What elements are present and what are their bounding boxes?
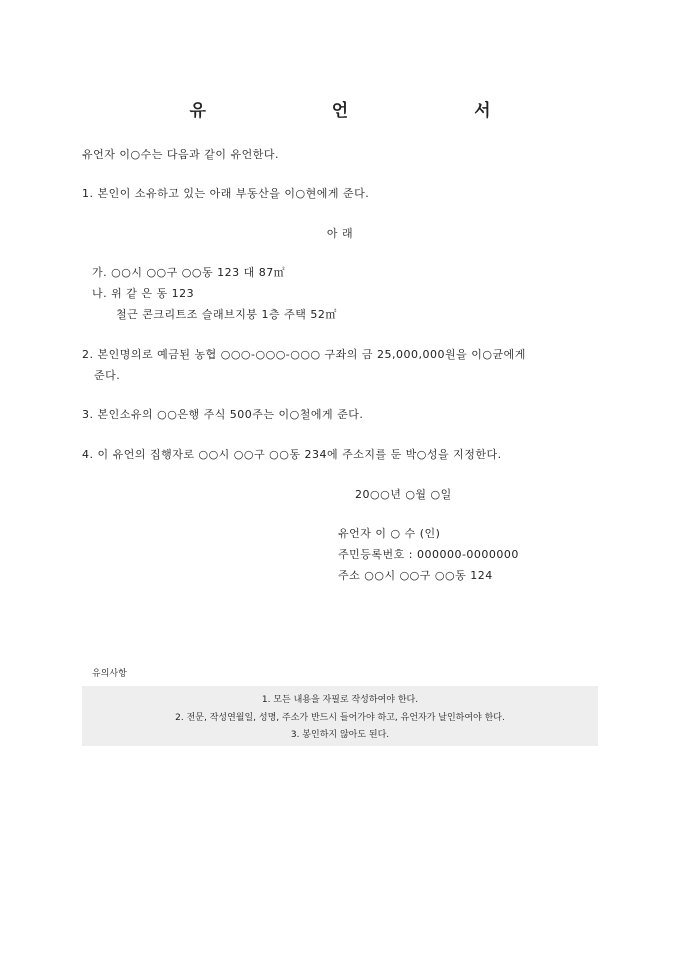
testator-line: 유언자 이 ○ 수 (인): [338, 527, 441, 540]
item-2-line-1: 2. 본인명의로 예금된 농협 ○○○-○○○-○○○ 구좌의 금 25,000,000원을 이○균에게: [82, 348, 526, 361]
notice-label: 유의사항: [92, 669, 127, 679]
property-a: 가. ○○시 ○○구 ○○동 123 대 87㎡: [92, 266, 286, 279]
notice-item: 3. 봉인하지 않아도 된다.: [290, 730, 390, 740]
notice-item: 2. 전문, 작성연월일, 성명, 주소가 반드시 들어가야 하고, 유언자가 날인하여야 한다.: [175, 713, 505, 723]
item-4: 4. 이 유언의 집행자로 ○○시 ○○구 ○○동 234에 주소지를 둔 박○성을 지정한다.: [82, 448, 502, 461]
property-b-detail: 철근 콘크리트조 슬래브지붕 1층 주택 52㎡: [116, 308, 337, 321]
item-1: 1. 본인이 소유하고 있는 아래 부동산을 이○현에게 준다.: [82, 187, 370, 200]
notice-box: [82, 686, 598, 746]
item-3: 3. 본인소유의 ○○은행 주식 500주는 이○철에게 준다.: [82, 408, 364, 421]
resident-number-line: 주민등록번호 : 000000-0000000: [338, 548, 519, 561]
notice-item: 1. 모든 내용을 자필로 작성하여야 한다.: [261, 695, 419, 705]
document-title: 유 언 서: [189, 101, 551, 121]
address-line: 주소 ○○시 ○○구 ○○동 124: [338, 569, 493, 582]
date-line: 20○○년 ○월 ○일: [355, 488, 452, 501]
property-b: 나. 위 같 은 동 123: [92, 287, 195, 300]
intro-text: 유언자 이○수는 다음과 같이 유언한다.: [82, 148, 279, 161]
item-2-line-2: 준다.: [94, 369, 121, 382]
below-heading: 아 래: [326, 227, 354, 240]
